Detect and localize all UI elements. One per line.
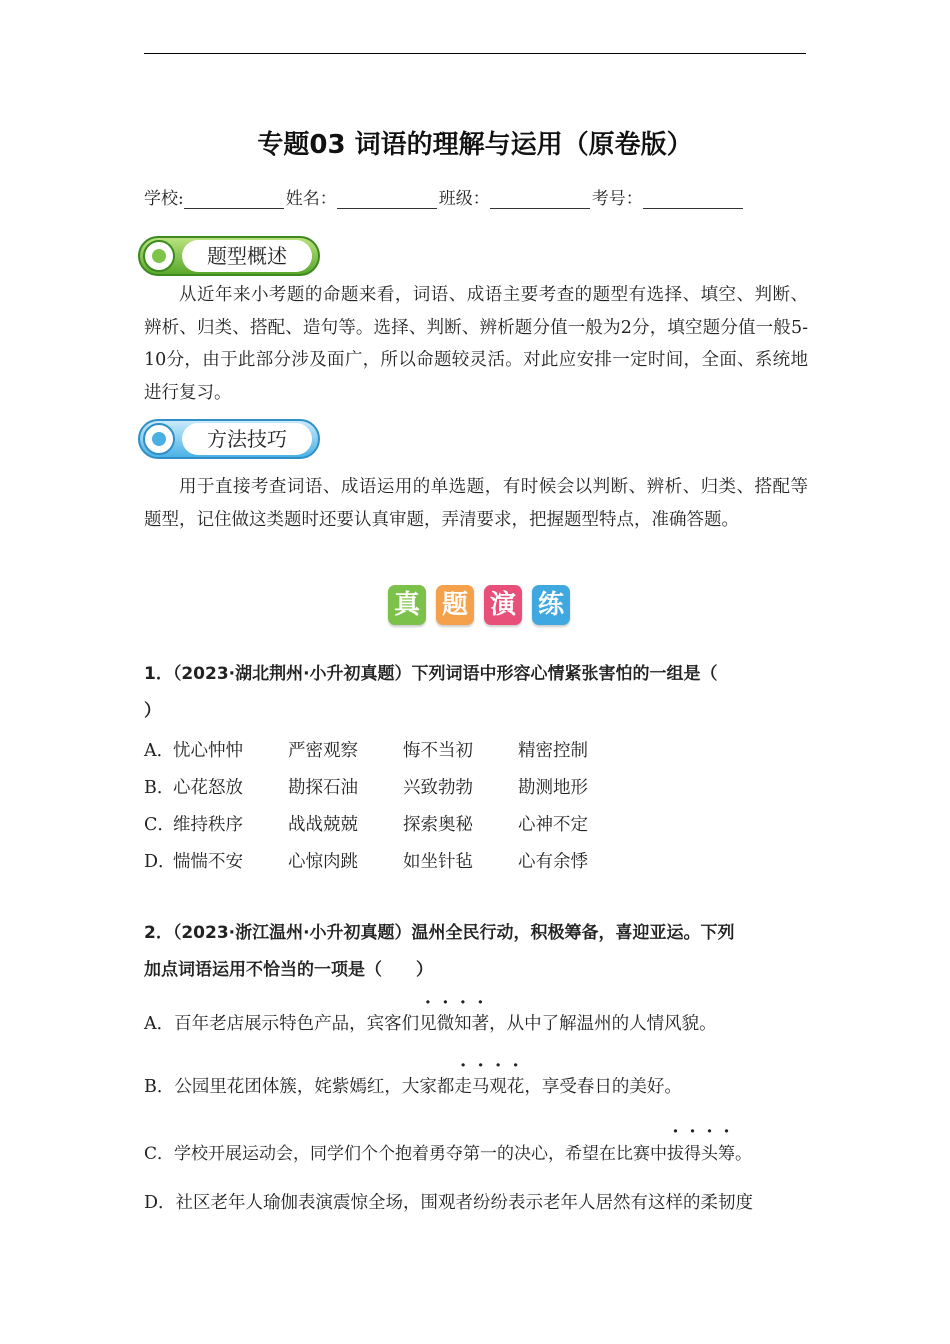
q2-option-a[interactable] [144,1010,717,1035]
practice-banner [388,585,570,625]
question-2-stem [144,915,808,989]
school-blank[interactable] [184,192,284,209]
option-word: 战战兢兢 [288,815,358,835]
practice-chip: 题 [436,585,474,625]
dotted-char: 微 [436,1014,455,1034]
option-letter: A． [144,741,175,761]
q2-option-b[interactable] [144,1073,682,1098]
header-rule [144,53,806,54]
option-letter: B． [144,778,175,798]
question-2-line2: 加点词语运用不恰当的一项是（ ） [144,960,433,980]
option-text: 。 [735,1144,753,1164]
option-letter: D． [144,852,176,872]
option-word: 精密控制 [518,741,588,761]
option-word: 心有余悸 [518,852,588,872]
question-1-line1: 1．（2023·湖北荆州·小升初真题）下列词语中形容心情紧张害怕的一组是（ [144,664,718,684]
option-word: 心神不定 [518,815,588,835]
q2-option-c[interactable] [144,1139,752,1164]
option-word: 勘探石油 [288,778,358,798]
option-word: 心花怒放 [173,778,243,798]
class-label: 班级： [438,189,490,209]
q2-option-d[interactable] [144,1189,753,1214]
option-text: C．学校开展运动会，同学们个个抱着勇夺第一的决心，希望在比赛中 [144,1144,668,1164]
dotted-char: 知 [454,1014,472,1034]
student-info-line [144,184,745,209]
dotted-char: 得 [684,1144,702,1164]
option-word: 勘测地形 [518,778,588,798]
option-text: ，享受春日的美好。 [524,1077,682,1097]
option-word: 惴惴不安 [173,852,243,872]
option-word: 严密观察 [288,741,358,761]
question-1-stem [144,656,808,730]
dotted-char: 观 [489,1077,507,1097]
page-title: 专题03 词语的理解与运用（原卷版） [257,130,693,160]
method-badge [138,419,320,459]
dotted-char: 走 [454,1077,472,1097]
method-text: 用于直接考查词语、成语运用的单选题，有时候会以判断、辨析、归类、搭配等题型，记住做这类题时还要认真审题，弄清要求，把握题型特点，准确答题。 [144,477,808,530]
option-text: B．公园里花团体簇，姹紫嫣红，大家都 [144,1077,455,1097]
dotted-char: 著 [471,1014,490,1034]
dotted-char: 马 [471,1077,490,1097]
dotted-char: 头 [701,1144,719,1164]
dotted-char: 花 [506,1077,525,1097]
number-blank[interactable] [643,192,743,209]
option-word: 兴致勃勃 [403,778,473,798]
dotted-char: 见 [419,1014,437,1034]
option-letter: C． [144,815,175,835]
name-blank[interactable] [337,192,437,209]
dotted-char: 筹 [718,1144,736,1164]
school-label: 学校: [144,189,184,209]
number-label: 考号： [591,189,643,209]
option-text: ，从中了解温州的人情风貌。 [489,1014,717,1034]
name-label: 姓名： [285,189,337,209]
option-word: 悔不当初 [403,741,473,761]
question-1-line2: ） [144,701,161,721]
question-2-line1: 2．（2023·浙江温州·小升初真题）温州全民行动，积极筹备，喜迎亚运。下列 [144,923,735,943]
option-text: D．社区老年人瑜伽表演震惊全场，围观者纷纷表示老年人居然有这样的柔韧度 [144,1193,754,1213]
class-blank[interactable] [490,192,590,209]
practice-chip: 演 [484,585,522,625]
option-word: 忧心忡忡 [173,741,243,761]
overview-label: 题型概述 [182,240,312,272]
speech-bubble-icon [143,423,175,455]
practice-chip: 练 [532,585,570,625]
option-word: 维持秩序 [173,815,243,835]
speech-bubble-icon [143,240,175,272]
practice-chip: 真 [388,585,426,625]
overview-badge [138,236,320,276]
method-label: 方法技巧 [182,423,312,455]
option-word: 探索奥秘 [403,815,473,835]
option-word: 如坐针毡 [403,852,473,872]
dotted-char: 拔 [667,1144,685,1164]
overview-text: 从近年来小考题的命题来看，词语、成语主要考查的题型有选择、填空、判断、辨析、归类、搭配、造句等。选择、判断、辨析题分值一般为2分，填空题分值一般5-10分，由于此部分涉及面广，所以命题较灵活。对此应安排一定时间，全面、系统地进行复习。 [144,285,808,403]
option-text: A．百年老店展示特色产品，宾客们 [144,1014,420,1034]
option-word: 心惊肉跳 [288,852,358,872]
